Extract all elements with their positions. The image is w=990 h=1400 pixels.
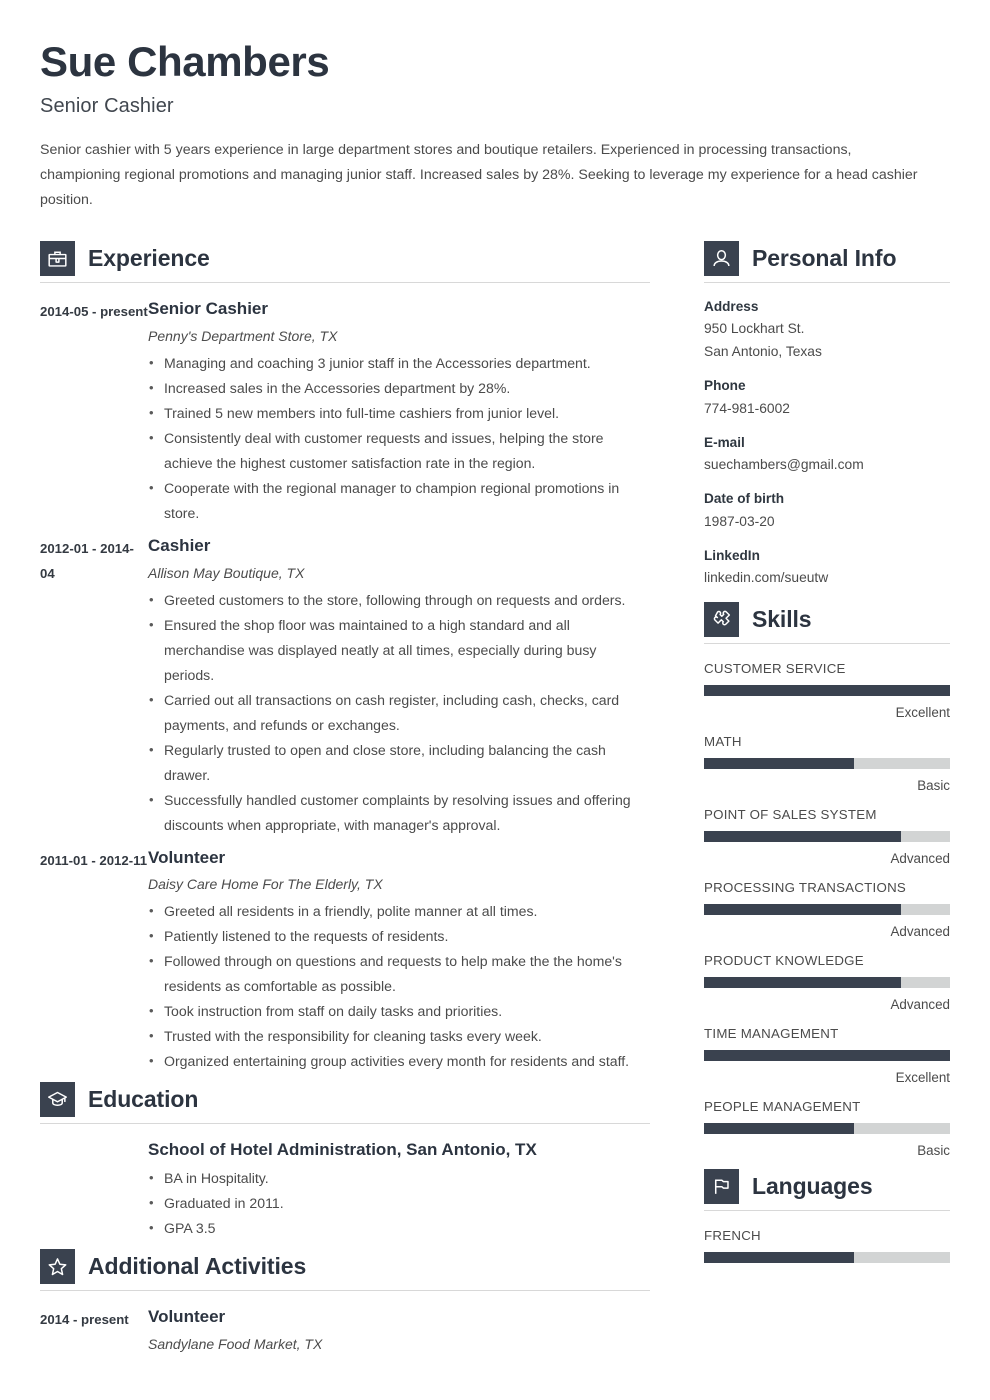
additional-activities-title: Additional Activities bbox=[88, 1253, 307, 1280]
list-item: • Successfully handled customer complaints by resolving issues and offering discounts when appropriate, with manager's approval. bbox=[148, 788, 650, 838]
skill-item bbox=[704, 877, 950, 943]
education-school: School of Hotel Administration, San Antonio, TX bbox=[148, 1140, 537, 1160]
education-header bbox=[40, 1082, 650, 1123]
entry-organization: Allison May Boutique, TX bbox=[148, 564, 305, 581]
briefcase-icon bbox=[40, 241, 75, 276]
field-value: 1987-03-20 bbox=[704, 513, 775, 529]
candidate-summary: Senior cashier with 5 years experience in large department stores and boutique retailers. Experienced in processing transactions, championing regional promotions and managing junior staff. Increased sales by 28%. Seeking to leverage my experience for a head cashier position. bbox=[40, 142, 918, 209]
star-icon bbox=[40, 1249, 75, 1284]
section-additional-activities bbox=[40, 1249, 650, 1355]
skill-name: PEOPLE MANAGEMENT bbox=[704, 1098, 861, 1114]
skills-header bbox=[704, 602, 950, 643]
entry-role: Senior Cashier bbox=[148, 299, 268, 319]
entry-body bbox=[148, 534, 650, 838]
section-languages bbox=[704, 1169, 950, 1263]
skill-level: Advanced bbox=[890, 850, 950, 866]
section-personal-info bbox=[704, 241, 950, 589]
list-item: • Regularly trusted to open and close store, including balancing the cash drawer. bbox=[148, 738, 650, 788]
resume-header bbox=[40, 38, 950, 213]
personal-info-title: Personal Info bbox=[752, 245, 897, 272]
field-value: 950 Lockhart St. bbox=[704, 321, 805, 337]
list-item: • Patiently listened to the requests of residents. bbox=[148, 924, 650, 949]
field-label: Date of birth bbox=[704, 491, 785, 507]
list-item: • Cooperate with the regional manager to champion regional promotions in store. bbox=[148, 476, 650, 526]
entry-role: Volunteer bbox=[148, 847, 226, 867]
list-item: • Graduated in 2011. bbox=[148, 1191, 650, 1216]
skill-name: PROCESSING TRANSACTIONS bbox=[704, 879, 907, 895]
list-item: • Trained 5 new members into full-time cashiers from junior level. bbox=[148, 401, 650, 426]
skill-name: MATH bbox=[704, 733, 742, 749]
languages-header bbox=[704, 1169, 950, 1210]
list-item: • Managing and coaching 3 junior staff in the Accessories department. bbox=[148, 351, 650, 376]
skill-level: Basic bbox=[917, 777, 950, 793]
language-name: FRENCH bbox=[704, 1227, 761, 1243]
skills-divider bbox=[704, 643, 950, 644]
skill-bar-fill bbox=[704, 1123, 854, 1134]
entry-date: 2014 - present bbox=[40, 1312, 129, 1328]
list-item: • Greeted customers to the store, following through on requests and orders. bbox=[148, 588, 650, 613]
activity-entry bbox=[40, 1305, 650, 1355]
entry-role: Volunteer bbox=[148, 1307, 226, 1327]
entry-bullets bbox=[148, 899, 650, 1074]
field-label: Phone bbox=[704, 378, 746, 394]
entry-organization: Sandylane Food Market, TX bbox=[148, 1336, 323, 1353]
entry-body bbox=[148, 1305, 650, 1355]
flag-icon bbox=[704, 1169, 739, 1204]
experience-title: Experience bbox=[88, 245, 210, 272]
sidebar-column bbox=[680, 235, 950, 1270]
personal-info-field bbox=[704, 489, 950, 532]
skill-level: Excellent bbox=[895, 704, 950, 720]
field-value[interactable]: linkedin.com/sueutw bbox=[704, 569, 829, 585]
skill-level: Advanced bbox=[890, 996, 950, 1012]
skill-bar-fill bbox=[704, 904, 901, 915]
list-item: • Carried out all transactions on cash register, including cash, checks, card payments, and refunds or exchanges. bbox=[148, 688, 650, 738]
skill-bar-fill bbox=[704, 977, 901, 988]
entry-bullets bbox=[148, 1166, 650, 1241]
entry-bullets bbox=[148, 351, 650, 526]
skill-bar-track bbox=[704, 758, 950, 769]
additional-activities-divider bbox=[40, 1290, 650, 1291]
main-column bbox=[40, 235, 680, 1363]
list-item: • Followed through on questions and requests to help make the the home's residents as comfortable as possible. bbox=[148, 949, 650, 999]
skill-item bbox=[704, 950, 950, 1016]
personal-info-field bbox=[704, 433, 950, 476]
entry-role: Cashier bbox=[148, 535, 211, 555]
languages-divider bbox=[704, 1210, 950, 1211]
skill-bar-track bbox=[704, 1050, 950, 1061]
skill-bar-fill bbox=[704, 685, 950, 696]
field-value-line2: San Antonio, Texas bbox=[704, 344, 822, 360]
list-item: • Greeted all residents in a friendly, polite manner at all times. bbox=[148, 899, 650, 924]
entry-date: 2012-01 - 2014-04 bbox=[40, 540, 134, 581]
skill-name: POINT OF SALES SYSTEM bbox=[704, 806, 877, 822]
skill-bar-fill bbox=[704, 1050, 950, 1061]
additional-activities-header bbox=[40, 1249, 650, 1290]
skills-title: Skills bbox=[752, 605, 812, 632]
experience-entry bbox=[40, 297, 650, 526]
skill-item bbox=[704, 731, 950, 797]
list-item: • Organized entertaining group activities every month for residents and staff. bbox=[148, 1049, 650, 1074]
education-entry bbox=[40, 1138, 650, 1241]
list-item: • Consistently deal with customer requests and issues, helping the store achieve the highest customer satisfaction rate in the region. bbox=[148, 426, 650, 476]
personal-info-header bbox=[704, 241, 950, 282]
skill-item bbox=[704, 1096, 950, 1162]
section-experience bbox=[40, 241, 650, 1074]
skill-bar-track bbox=[704, 904, 950, 915]
personal-info-field bbox=[704, 297, 950, 363]
entry-body bbox=[148, 846, 650, 1075]
skill-name: CUSTOMER SERVICE bbox=[704, 660, 846, 676]
graduation-cap-icon bbox=[40, 1082, 75, 1117]
personal-info-divider bbox=[704, 282, 950, 283]
skill-name: PRODUCT KNOWLEDGE bbox=[704, 952, 864, 968]
personal-info-field bbox=[704, 376, 950, 419]
experience-entry bbox=[40, 846, 650, 1075]
list-item: • Increased sales in the Accessories department by 28%. bbox=[148, 376, 650, 401]
languages-title: Languages bbox=[752, 1172, 873, 1199]
section-education bbox=[40, 1082, 650, 1241]
skill-name: TIME MANAGEMENT bbox=[704, 1025, 839, 1041]
experience-header bbox=[40, 241, 650, 282]
skill-bar-track bbox=[704, 977, 950, 988]
skill-item bbox=[704, 804, 950, 870]
field-value[interactable]: suechambers@gmail.com bbox=[704, 457, 864, 473]
skill-level: Excellent bbox=[895, 1069, 950, 1085]
skill-bar-track bbox=[704, 685, 950, 696]
language-bar-track bbox=[704, 1252, 950, 1263]
entry-organization: Daisy Care Home For The Elderly, TX bbox=[148, 876, 383, 893]
list-item: • Ensured the shop floor was maintained to a high standard and all merchandise was displayed neatly at all times, especially during busy periods. bbox=[148, 613, 650, 688]
list-item: • Trusted with the responsibility for cleaning tasks every week. bbox=[148, 1024, 650, 1049]
entry-date: 2014-05 - present bbox=[40, 304, 148, 320]
entry-date: 2011-01 - 2012-11 bbox=[40, 852, 148, 868]
candidate-job-title: Senior Cashier bbox=[40, 95, 174, 118]
field-value: 774-981-6002 bbox=[704, 400, 790, 416]
entry-date bbox=[40, 1138, 148, 1140]
person-icon bbox=[704, 241, 739, 276]
entry-organization: Penny's Department Store, TX bbox=[148, 327, 338, 344]
skill-bar-track bbox=[704, 831, 950, 842]
language-bar-fill bbox=[704, 1252, 854, 1263]
entry-body bbox=[148, 297, 650, 526]
candidate-name: Sue Chambers bbox=[40, 38, 330, 85]
skill-level: Advanced bbox=[890, 923, 950, 939]
education-title: Education bbox=[88, 1086, 199, 1113]
resume-columns bbox=[40, 235, 950, 1363]
list-item: • GPA 3.5 bbox=[148, 1216, 650, 1241]
field-label: E-mail bbox=[704, 434, 745, 450]
list-item: • Took instruction from staff on daily tasks and priorities. bbox=[148, 999, 650, 1024]
entry-body bbox=[148, 1138, 650, 1241]
entry-bullets bbox=[148, 588, 650, 838]
list-item: • BA in Hospitality. bbox=[148, 1166, 650, 1191]
skill-bar-fill bbox=[704, 831, 901, 842]
skill-level: Basic bbox=[917, 1142, 950, 1158]
skill-bar-fill bbox=[704, 758, 854, 769]
section-skills bbox=[704, 602, 950, 1162]
skill-item bbox=[704, 1023, 950, 1089]
field-label: LinkedIn bbox=[704, 547, 760, 563]
personal-info-field bbox=[704, 546, 950, 589]
experience-entry bbox=[40, 534, 650, 838]
puzzle-icon bbox=[704, 602, 739, 637]
experience-divider bbox=[40, 282, 650, 283]
field-label: Address bbox=[704, 299, 759, 315]
skill-bar-track bbox=[704, 1123, 950, 1134]
skill-item bbox=[704, 658, 950, 724]
language-item bbox=[704, 1225, 950, 1263]
education-divider bbox=[40, 1123, 650, 1124]
